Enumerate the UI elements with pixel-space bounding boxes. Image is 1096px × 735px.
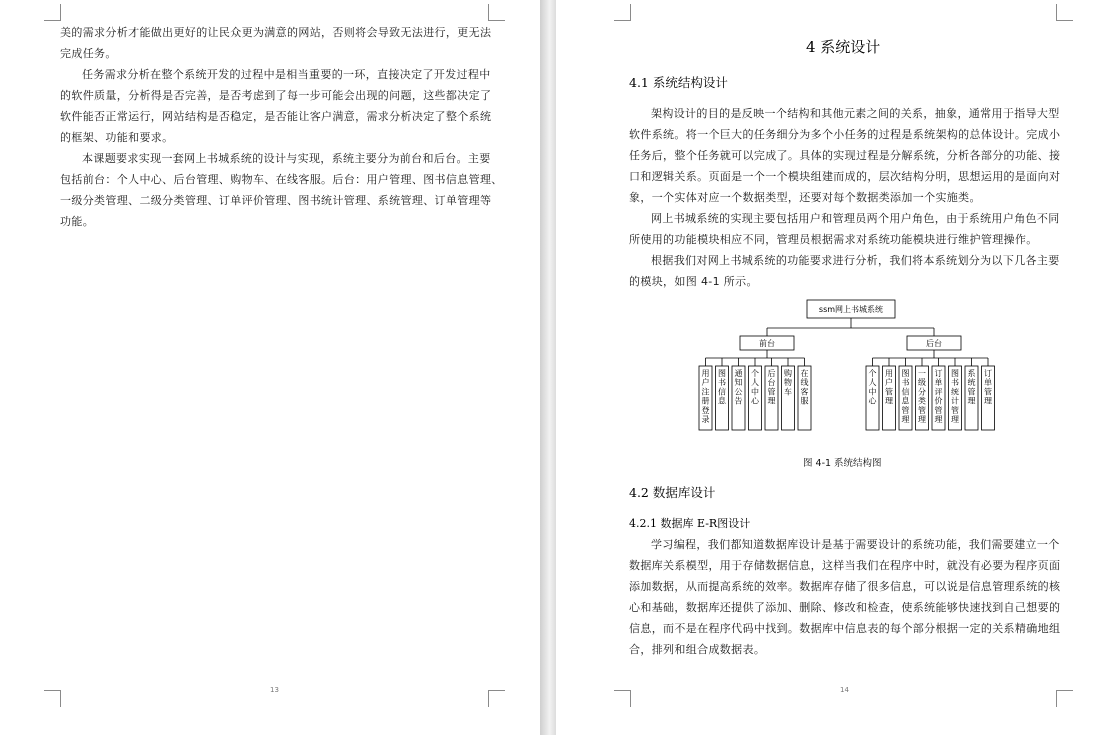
crop-mark-top-right bbox=[488, 4, 505, 21]
leaf-label-char: 物 bbox=[784, 378, 792, 388]
right-page bbox=[556, 0, 1096, 735]
section-title: 4.1 系统结构设计 bbox=[629, 75, 728, 90]
crop-mark-top-left bbox=[614, 4, 631, 21]
leaf-label-char: 息 bbox=[901, 396, 910, 406]
section-title: 4.2 数据库设计 bbox=[629, 485, 716, 500]
leaf-label-char: 通 bbox=[734, 369, 743, 378]
paragraph-line: 美的需求分析才能做出更好的让民众更为满意的网站，否则将会导致无法进行，更无法 bbox=[60, 26, 492, 39]
crop-mark-bottom-left bbox=[44, 690, 61, 707]
paragraph-line: 根据我们对网上书城系统的功能要求进行分析，我们将本系统划分为以下几各主要 bbox=[651, 254, 1060, 267]
front-leaf-label bbox=[768, 368, 776, 406]
system-structure-diagram bbox=[696, 298, 1006, 438]
leaf-label-char: 知 bbox=[734, 378, 743, 388]
paragraph-line: 一级分类管理、二级分类管理、订单评价管理、图书统计管理、系统管理、订单管理等 bbox=[60, 194, 492, 207]
paragraph-line: 的模块，如图 4-1 所示。 bbox=[629, 275, 758, 288]
leaf-label-char: 信 bbox=[718, 387, 726, 397]
back-leaf-label bbox=[935, 368, 943, 424]
leaf-label-char: 后 bbox=[767, 369, 776, 378]
paragraph-line: 本课题要求实现一套网上书城系统的设计与实现，系统主要分为前台和后台。主要 bbox=[82, 152, 491, 165]
chapter-title: 4 系统设计 bbox=[806, 38, 881, 56]
leaf-label-char: 客 bbox=[800, 387, 809, 397]
front-leaf-label bbox=[801, 368, 809, 406]
figure-caption: 图 4-1 系统结构图 bbox=[803, 458, 882, 469]
leaf-label-char: 管 bbox=[767, 387, 776, 397]
leaf-label-char: 服 bbox=[800, 396, 809, 406]
leaf-label-char: 单 bbox=[984, 378, 992, 388]
leaf-label-char: 中 bbox=[751, 387, 759, 397]
leaf-label-char: 级 bbox=[918, 378, 926, 388]
leaf-label-char: 信 bbox=[901, 387, 910, 397]
leaf-label-char: 管 bbox=[934, 405, 943, 415]
leaf-label-char: 用 bbox=[885, 369, 893, 378]
leaf-label-char: 个 bbox=[751, 369, 759, 378]
back-leaf-label bbox=[984, 368, 992, 406]
leaf-label-char: 价 bbox=[934, 396, 943, 406]
back-group-label: 后台 bbox=[926, 339, 942, 348]
page-gutter bbox=[540, 0, 556, 735]
leaf-label-char: 用 bbox=[701, 369, 710, 378]
back-leaf-label bbox=[885, 369, 893, 406]
page-number: 13 bbox=[270, 686, 279, 694]
leaf-label-char: 订 bbox=[984, 369, 992, 378]
leaf-label-char: 录 bbox=[701, 415, 710, 424]
leaf-label-char: 息 bbox=[718, 396, 726, 406]
back-leaf-label bbox=[918, 369, 926, 424]
front-leaf-label bbox=[735, 368, 743, 406]
paragraph-line: 心和基础，数据库还提供了添加、删除、修改和检查，使系统能够快速找到自己想要的 bbox=[629, 601, 1061, 614]
leaf-label-char: 理 bbox=[767, 396, 776, 406]
front-leaf-label bbox=[751, 368, 760, 406]
crop-mark-top-right bbox=[1056, 4, 1073, 21]
paragraph-line: 合，排列和组合成数据表。 bbox=[629, 643, 766, 656]
leaf-label-char: 图 bbox=[901, 369, 910, 378]
leaf-label-char: 分 bbox=[918, 387, 926, 397]
leaf-label-char: 订 bbox=[934, 369, 943, 378]
leaf-label-char: 理 bbox=[967, 396, 976, 406]
leaf-label-char: 单 bbox=[934, 378, 943, 388]
leaf-label-char: 人 bbox=[751, 378, 759, 388]
leaf-label-char: 管 bbox=[951, 405, 959, 415]
leaf-label-char: 告 bbox=[734, 396, 743, 406]
leaf-label-char: 评 bbox=[934, 387, 943, 397]
page-number: 14 bbox=[840, 686, 849, 694]
leaf-label-char: 车 bbox=[784, 387, 792, 397]
leaf-label-char: 管 bbox=[885, 387, 893, 397]
leaf-label-char: 心 bbox=[751, 396, 759, 406]
front-leaf-label bbox=[784, 368, 792, 396]
paragraph-line: 添加数据，从而提高系统的效率。数据库存储了很多信息，可以说是信息管理系统的核 bbox=[629, 580, 1061, 593]
leaf-label-char: 理 bbox=[918, 415, 926, 424]
leaf-label-char: 统 bbox=[951, 387, 959, 397]
leaf-label-char: 理 bbox=[951, 415, 959, 424]
leaf-label-char: 册 bbox=[701, 396, 710, 406]
leaf-label-char: 理 bbox=[901, 415, 910, 424]
paragraph-line: 任务后，整个任务就可以完成了。具体的实现过程是分解系统，分析各部分的功能、接 bbox=[629, 149, 1061, 162]
leaf-label-char: 在 bbox=[800, 369, 809, 378]
paragraph-line: 学习编程，我们都知道数据库设计是基于需要设计的系统功能，我们需要建立一个 bbox=[651, 538, 1060, 551]
leaf-label-char: 户 bbox=[701, 378, 710, 388]
leaf-label-char: 计 bbox=[951, 396, 959, 406]
leaf-label-char: 登 bbox=[701, 405, 710, 415]
paragraph-line: 架构设计的目的是反映一个结构和其他元素之间的关系，抽象，通常用于指导大型 bbox=[651, 107, 1060, 120]
leaf-label-char: 类 bbox=[918, 396, 926, 406]
leaf-label-char: 个 bbox=[868, 369, 877, 378]
back-leaf-label bbox=[968, 368, 976, 406]
leaf-label-char: 图 bbox=[951, 369, 959, 378]
back-leaf-label bbox=[869, 368, 878, 406]
leaf-label-char: 管 bbox=[984, 387, 992, 397]
paragraph-line: 完成任务。 bbox=[60, 47, 117, 60]
leaf-label-char: 中 bbox=[868, 387, 877, 397]
leaf-label-char: 理 bbox=[885, 396, 893, 406]
leaf-label-char: 注 bbox=[701, 387, 710, 397]
leaf-label-char: 购 bbox=[784, 369, 792, 378]
leaf-label-char: 书 bbox=[718, 378, 726, 388]
crop-mark-bottom-left bbox=[614, 690, 631, 707]
leaf-label-char: 理 bbox=[934, 415, 943, 424]
leaf-label-char: 书 bbox=[951, 378, 959, 388]
leaf-label-char: 理 bbox=[984, 396, 992, 406]
front-leaf-label bbox=[702, 369, 710, 424]
leaf-label-char: 图 bbox=[718, 369, 726, 378]
leaf-label-char: 心 bbox=[868, 396, 877, 406]
leaf-label-char: 台 bbox=[767, 378, 776, 388]
leaf-label-char: 线 bbox=[800, 378, 809, 388]
leaf-label-char: 人 bbox=[868, 378, 877, 388]
crop-mark-bottom-right bbox=[488, 690, 505, 707]
leaf-label-char: 管 bbox=[967, 387, 976, 397]
back-leaf-label bbox=[902, 369, 911, 424]
subsection-title: 4.2.1 数据库 E-R图设计 bbox=[629, 517, 751, 530]
leaf-label-char: 系 bbox=[967, 369, 976, 378]
paragraph-line: 象，一个实体对应一个数据类型，还要对每个数据类添加一个实施类。 bbox=[629, 191, 981, 204]
paragraph-line: 软件系统。将一个巨大的任务细分为多个小任务的过程是系统架构的总体设计。完成小 bbox=[629, 128, 1061, 141]
paragraph-line: 口和逻辑关系。页面是一个一个模块组建而成的，层次结构分明，思想运用的是面向对 bbox=[629, 170, 1061, 183]
paragraph-line: 数据库关系模型，用于存储数据信息，这样当我们在程序中时，就没有必要为程序页面 bbox=[629, 559, 1061, 572]
paragraph-line: 包括前台：个人中心、后台管理、购物车、在线客服。后台：用户管理、图书信息管理、 bbox=[60, 173, 503, 186]
crop-mark-top-left bbox=[44, 4, 61, 21]
front-leaf-label bbox=[718, 369, 727, 406]
leaf-label-char: 公 bbox=[734, 387, 743, 397]
leaf-label-char: 统 bbox=[967, 378, 976, 388]
leaf-label-char: 管 bbox=[918, 405, 926, 415]
paragraph-line: 的软件质量，分析得是否完善，是否考虑到了每一步可能会出现的问题，这些都决定了 bbox=[60, 89, 492, 102]
back-leaf-label bbox=[951, 369, 959, 424]
leaf-label-char: 书 bbox=[901, 378, 910, 388]
paragraph-line: 信息，而不是在程序代码中找到。数据库中信息表的每个部分根据一定的关系精确地组 bbox=[629, 622, 1061, 635]
leaf-label-char: 一 bbox=[918, 369, 926, 378]
leaf-label-char: 管 bbox=[901, 405, 910, 415]
paragraph-line: 的框架、功能和要求。 bbox=[60, 131, 174, 144]
paragraph-line: 任务需求分析在整个系统开发的过程中是相当重要的一环，直接决定了开发过程中 bbox=[82, 68, 491, 81]
root-node-label: ssm网上书城系统 bbox=[818, 305, 884, 314]
front-group-label: 前台 bbox=[759, 339, 775, 348]
leaf-label-char: 户 bbox=[885, 378, 893, 388]
paragraph-line: 所使用的功能模块相应不同，管理员根据需求对系统功能模块进行维护管理操作。 bbox=[629, 233, 1038, 246]
paragraph-line: 网上书城系统的实现主要包括用户和管理员两个用户角色，由于系统用户角色不同 bbox=[651, 212, 1060, 225]
paragraph-line: 软件能否正常运行，网站结构是否稳定，是否能让客户满意，需求分析决定了整个系统 bbox=[60, 110, 492, 123]
left-page bbox=[0, 0, 540, 735]
paragraph-line: 功能。 bbox=[60, 215, 95, 228]
crop-mark-bottom-right bbox=[1056, 690, 1073, 707]
